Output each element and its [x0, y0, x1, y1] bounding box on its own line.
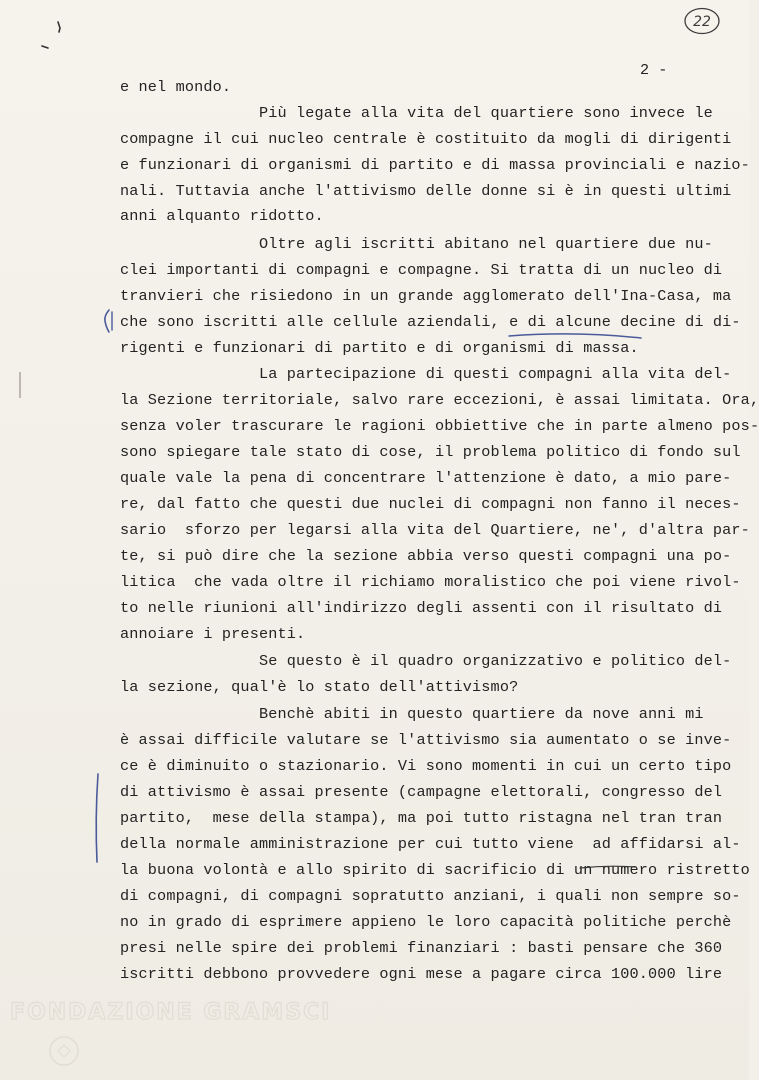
text-line: la sezione, qual'è lo stato dell'attivismo? [120, 678, 519, 696]
text-line: to nelle riunioni all'indirizzo degli assenti con il risultato di [120, 599, 723, 617]
margin-line-mark [90, 770, 104, 866]
text-line: presi nelle spire dei problemi finanziari : basti pensare che 360 [120, 939, 723, 957]
text-line: no in grado di esprimere appieno le loro capacità politiche perchè [120, 913, 732, 931]
text-line: e funzionari di organismi di partito e di massa provinciali e nazio- [120, 156, 750, 174]
watermark-text: FONDAZIONE GRAMSCI [10, 1000, 332, 1025]
text-line: anni alquanto ridotto. [120, 207, 324, 225]
text-line: di compagni, di compagni sopratutto anziani, i quali non sempre so- [120, 887, 741, 905]
text-line: tranvieri che risiedono in un grande agglomerato dell'Ina-Casa, ma [120, 287, 732, 305]
text-line: nali. Tuttavia anche l'attivismo delle donne si è in questi ultimi [120, 182, 732, 200]
text-line: Più legate alla vita del quartiere sono invece le [120, 104, 713, 122]
text-line: rigenti e funzionari di partito e di organismi di massa. [120, 339, 639, 357]
text-line: compagne il cui nucleo centrale è costituito da mogli di dirigenti [120, 130, 732, 148]
text-line: Se questo è il quadro organizzativo e politico del- [120, 652, 732, 670]
text-line: la Sezione territoriale, salvo rare eccezioni, è assai limitata. Ora, [120, 391, 759, 409]
text-line: sario sforzo per legarsi alla vita del Quartiere, ne', d'altra par- [120, 521, 750, 539]
margin-tick-mark [16, 370, 24, 400]
text-line: ce è diminuito o stazionario. Vi sono momenti in cui un certo tipo [120, 757, 732, 775]
text-line: litica che vada oltre il richiamo moralistico che poi viene rivol- [120, 573, 741, 591]
text-line: quale vale la pena di concentrare l'attenzione è dato, a mio pare- [120, 469, 732, 487]
page-number: 2 - [640, 61, 668, 79]
text-line: sono spiegare tale stato di cose, il problema politico di fondo sul [120, 443, 741, 461]
text-line: annoiare i presenti. [120, 625, 306, 643]
margin-bracket-mark [100, 308, 116, 334]
text-line: iscritti debbono provvedere ogni mese a pagare circa 100.000 lire [120, 965, 723, 983]
text-line: della normale amministrazione per cui tutto viene ad affidarsi al- [120, 835, 741, 853]
text-line: che sono iscritti alle cellule aziendali, e di alcune decine di di- [120, 313, 741, 331]
text-line: clei importanti di compagni e compagne. Si tratta di un nucleo di [120, 261, 723, 279]
underline-mark [505, 330, 645, 344]
text-line: te, si può dire che la sezione abbia verso questi compagni una po- [120, 547, 732, 565]
text-line: Oltre agli iscritti abitano nel quartiere due nu- [120, 235, 713, 253]
text-line: La partecipazione di questi compagni alla vita del- [120, 365, 732, 383]
text-line: senza voler trascurare le ragioni obbiettive che in parte almeno pos- [120, 417, 759, 435]
strike-through-mark [578, 860, 638, 874]
archive-number: 22 [693, 14, 711, 30]
text-line: re, dal fatto che questi due nuclei di compagni non fanno il neces- [120, 495, 741, 513]
text-line: è assai difficile valutare se l'attivismo sia aumentato o se inve- [120, 731, 732, 749]
text-line: Benchè abiti in questo quartiere da nove anni mi [120, 705, 704, 723]
text-line: e nel mondo. [120, 78, 232, 96]
text-line: partito, mese della stampa), ma poi tutto ristagna nel tran tran [120, 809, 723, 827]
text-line: la buona volontà e allo spirito di sacrificio di un numero ristretto [120, 861, 750, 879]
foundation-watermark [6, 995, 332, 1075]
text-line: di attivismo è assai presente (campagne elettorali, congresso del [120, 783, 723, 801]
